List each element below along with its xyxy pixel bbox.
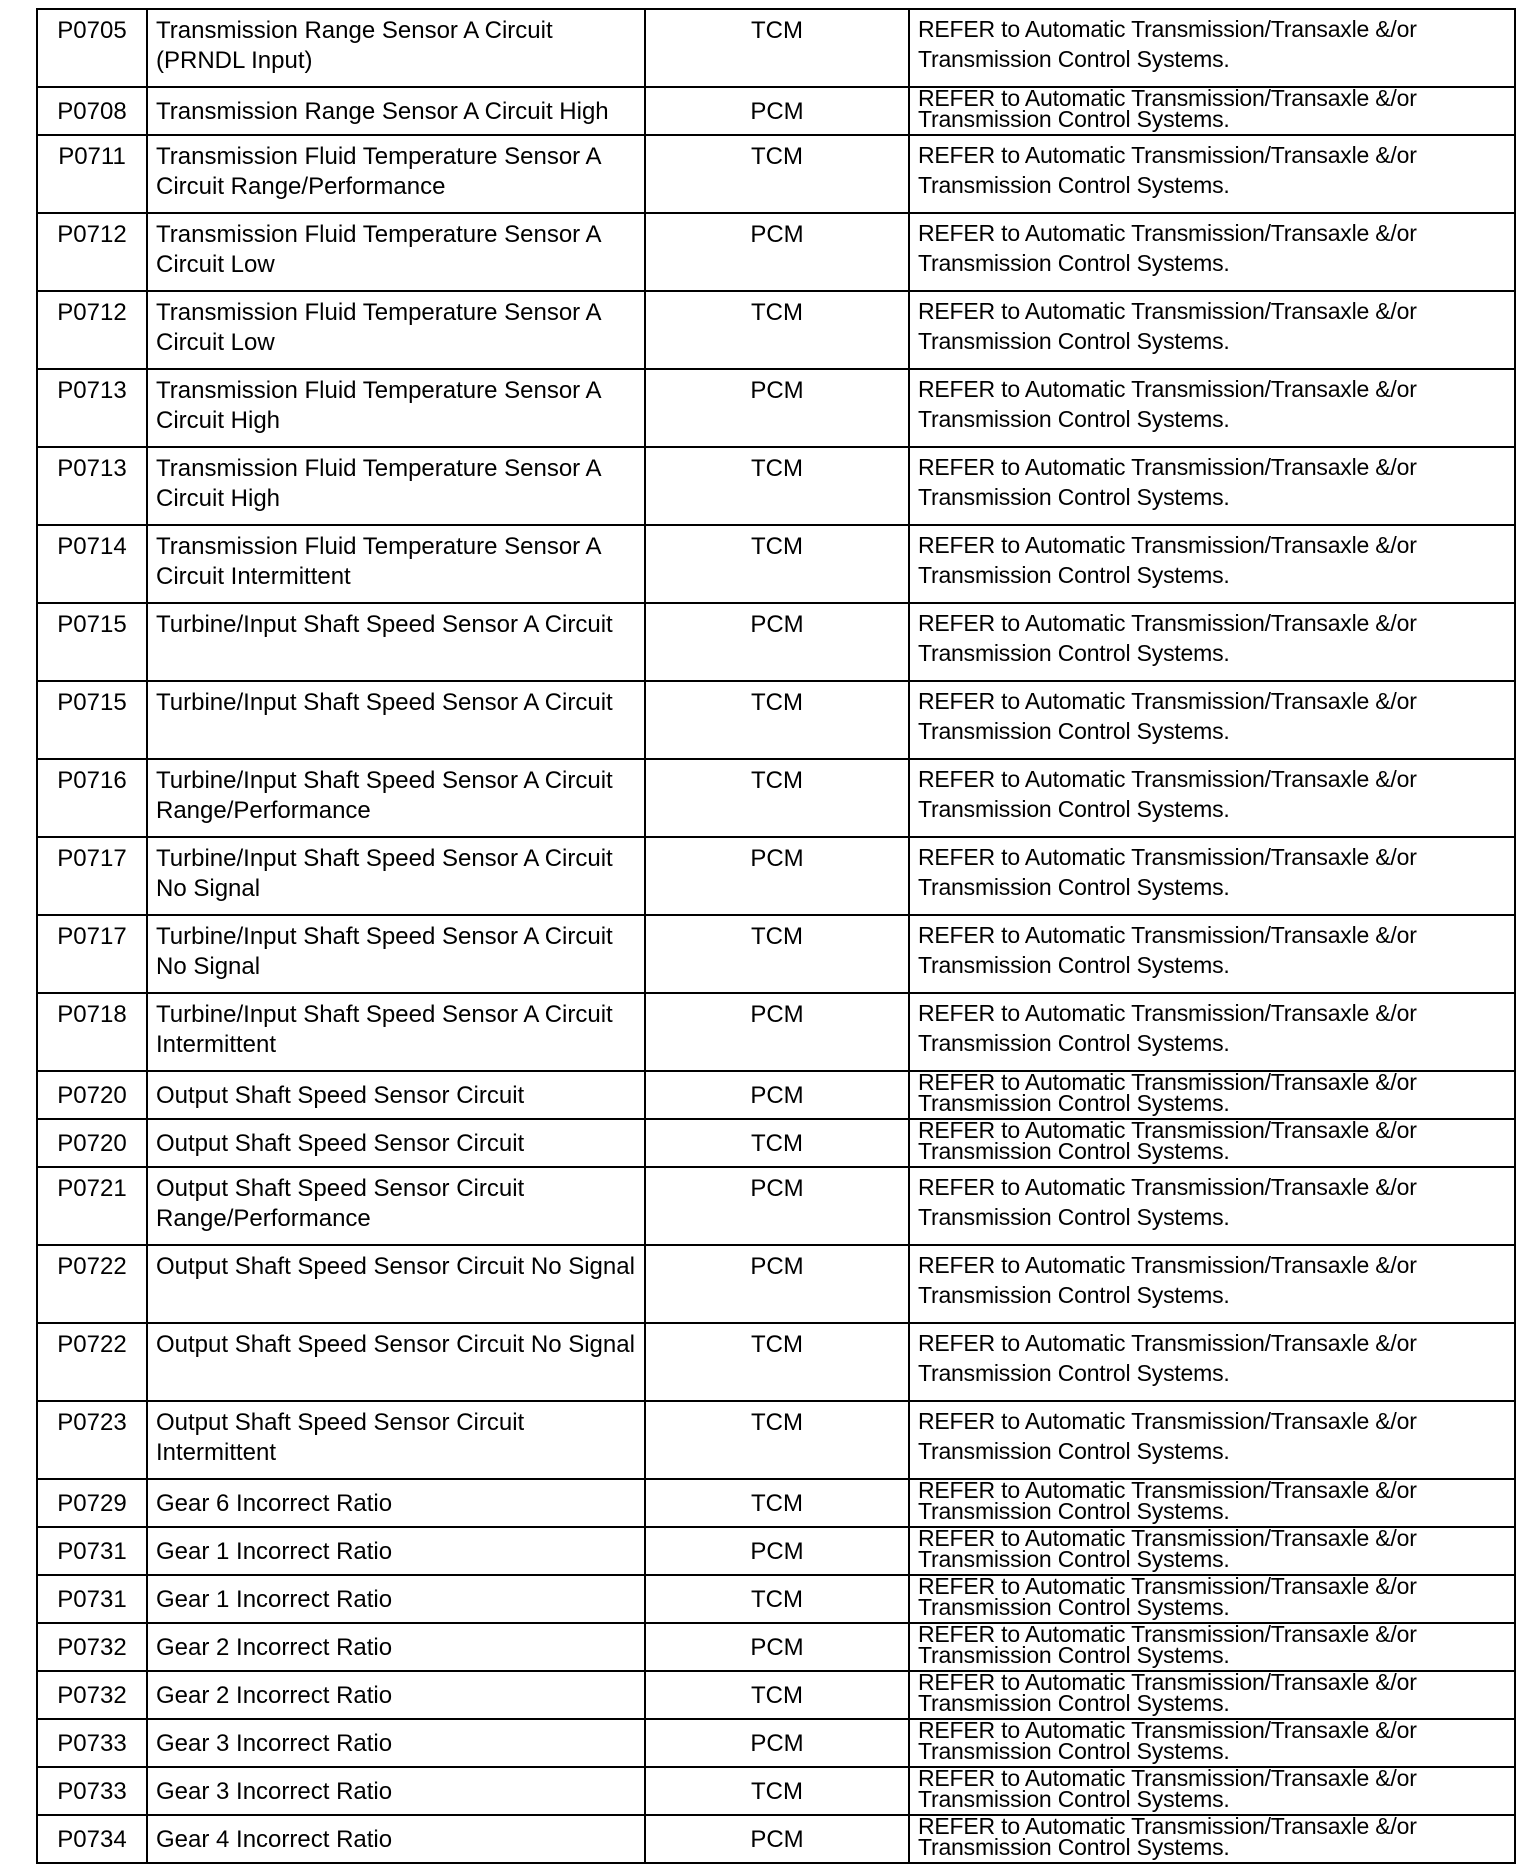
dtc-code-cell — [37, 1575, 147, 1623]
dtc-description: Output Shaft Speed Sensor Circuit Intermittent — [156, 1409, 525, 1466]
action-cell — [909, 213, 1515, 291]
description-cell — [147, 1119, 645, 1167]
table-row — [37, 369, 1515, 447]
module-cell — [645, 135, 909, 213]
action-cell — [909, 135, 1515, 213]
dtc-code-cell — [37, 1071, 147, 1119]
dtc-action: REFER to Automatic Transmission/Transaxle &/or Transmission Control Systems. — [918, 1000, 1417, 1056]
table-row — [37, 993, 1515, 1071]
dtc-code: P0722 — [57, 1253, 127, 1280]
dtc-module: TCM — [751, 1682, 803, 1709]
dtc-module: TCM — [751, 17, 803, 44]
dtc-module: TCM — [751, 455, 803, 482]
dtc-description: Gear 4 Incorrect Ratio — [156, 1826, 393, 1853]
dtc-code-cell — [37, 525, 147, 603]
dtc-module: PCM — [750, 1826, 804, 1853]
dtc-code-cell — [37, 9, 147, 87]
action-cell — [909, 1479, 1515, 1527]
table-row — [37, 1323, 1515, 1401]
dtc-code: P0718 — [57, 1001, 127, 1028]
module-cell — [645, 369, 909, 447]
dtc-action: REFER to Automatic Transmission/Transaxle &/or Transmission Control Systems. — [918, 1623, 1417, 1668]
module-cell — [645, 1623, 909, 1671]
dtc-module: PCM — [750, 611, 804, 638]
module-cell — [645, 603, 909, 681]
table-row — [37, 759, 1515, 837]
dtc-code-cell — [37, 993, 147, 1071]
module-cell — [645, 525, 909, 603]
dtc-description: Transmission Fluid Temperature Sensor A Circuit Intermittent — [156, 533, 601, 590]
action-cell — [909, 915, 1515, 993]
dtc-description: Output Shaft Speed Sensor Circuit No Signal — [156, 1331, 635, 1358]
dtc-module: PCM — [750, 845, 804, 872]
dtc-description: Transmission Fluid Temperature Sensor A Circuit Low — [156, 299, 601, 356]
description-cell — [147, 9, 645, 87]
dtc-code: P0714 — [57, 533, 127, 560]
action-cell — [909, 1323, 1515, 1401]
action-cell — [909, 1245, 1515, 1323]
description-cell — [147, 291, 645, 369]
action-cell — [909, 837, 1515, 915]
dtc-action: REFER to Automatic Transmission/Transaxle &/or Transmission Control Systems. — [918, 1252, 1417, 1308]
dtc-module: PCM — [750, 1175, 804, 1202]
dtc-action: REFER to Automatic Transmission/Transaxle &/or Transmission Control Systems. — [918, 87, 1417, 132]
dtc-description: Gear 6 Incorrect Ratio — [156, 1490, 393, 1517]
module-cell — [645, 1767, 909, 1815]
module-cell — [645, 213, 909, 291]
dtc-action: REFER to Automatic Transmission/Transaxle &/or Transmission Control Systems. — [918, 142, 1417, 198]
dtc-description: Gear 2 Incorrect Ratio — [156, 1682, 393, 1709]
description-cell — [147, 87, 645, 135]
dtc-module: PCM — [750, 98, 804, 125]
dtc-code: P0722 — [57, 1331, 127, 1358]
dtc-module: TCM — [751, 1490, 803, 1517]
action-cell — [909, 447, 1515, 525]
table-row — [37, 1719, 1515, 1767]
dtc-action: REFER to Automatic Transmission/Transaxle &/or Transmission Control Systems. — [918, 1330, 1417, 1386]
dtc-module: TCM — [751, 143, 803, 170]
dtc-code-cell — [37, 87, 147, 135]
description-cell — [147, 1167, 645, 1245]
dtc-action: REFER to Automatic Transmission/Transaxle &/or Transmission Control Systems. — [918, 922, 1417, 978]
dtc-code: P0721 — [57, 1175, 127, 1202]
action-cell — [909, 1071, 1515, 1119]
module-cell — [645, 681, 909, 759]
dtc-code: P0732 — [57, 1682, 127, 1709]
action-cell — [909, 1167, 1515, 1245]
dtc-action: REFER to Automatic Transmission/Transaxle &/or Transmission Control Systems. — [918, 454, 1417, 510]
table-row — [37, 1119, 1515, 1167]
dtc-code: P0723 — [57, 1409, 127, 1436]
action-cell — [909, 759, 1515, 837]
dtc-description: Transmission Range Sensor A Circuit (PRNDL Input) — [156, 17, 553, 74]
dtc-module: PCM — [750, 377, 804, 404]
dtc-code-cell — [37, 213, 147, 291]
dtc-code-cell — [37, 837, 147, 915]
dtc-action: REFER to Automatic Transmission/Transaxle &/or Transmission Control Systems. — [918, 298, 1417, 354]
description-cell — [147, 213, 645, 291]
table-row — [37, 135, 1515, 213]
dtc-description: Turbine/Input Shaft Speed Sensor A Circuit No Signal — [156, 923, 613, 980]
dtc-module: TCM — [751, 923, 803, 950]
description-cell — [147, 1767, 645, 1815]
module-cell — [645, 1071, 909, 1119]
dtc-code: P0713 — [57, 377, 127, 404]
table-row — [37, 1575, 1515, 1623]
description-cell — [147, 1623, 645, 1671]
module-cell — [645, 87, 909, 135]
dtc-code-cell — [37, 369, 147, 447]
table-row — [37, 915, 1515, 993]
dtc-code: P0712 — [57, 299, 127, 326]
description-cell — [147, 1719, 645, 1767]
dtc-module: TCM — [751, 1409, 803, 1436]
description-cell — [147, 603, 645, 681]
description-cell — [147, 759, 645, 837]
dtc-code: P0712 — [57, 221, 127, 248]
dtc-description: Transmission Fluid Temperature Sensor A Circuit Low — [156, 221, 601, 278]
table-row — [37, 1245, 1515, 1323]
table-row — [37, 1479, 1515, 1527]
dtc-code-cell — [37, 1671, 147, 1719]
action-cell — [909, 1401, 1515, 1479]
table-row — [37, 1401, 1515, 1479]
dtc-module: PCM — [750, 1538, 804, 1565]
dtc-module: PCM — [750, 1001, 804, 1028]
module-cell — [645, 1245, 909, 1323]
module-cell — [645, 993, 909, 1071]
description-cell — [147, 681, 645, 759]
description-cell — [147, 1323, 645, 1401]
table-row — [37, 87, 1515, 135]
description-cell — [147, 135, 645, 213]
table-row — [37, 1815, 1515, 1863]
dtc-action: REFER to Automatic Transmission/Transaxle &/or Transmission Control Systems. — [918, 1671, 1417, 1716]
dtc-code: P0717 — [57, 923, 127, 950]
dtc-description: Turbine/Input Shaft Speed Sensor A Circuit Intermittent — [156, 1001, 613, 1058]
description-cell — [147, 1401, 645, 1479]
table-row — [37, 1527, 1515, 1575]
dtc-module: PCM — [750, 221, 804, 248]
dtc-code: P0729 — [57, 1490, 127, 1517]
table-row — [37, 1071, 1515, 1119]
dtc-code-cell — [37, 1401, 147, 1479]
module-cell — [645, 1119, 909, 1167]
module-cell — [645, 1719, 909, 1767]
module-cell — [645, 1401, 909, 1479]
action-cell — [909, 1119, 1515, 1167]
dtc-code-cell — [37, 135, 147, 213]
dtc-description: Output Shaft Speed Sensor Circuit — [156, 1130, 525, 1157]
dtc-code: P0720 — [57, 1082, 127, 1109]
dtc-action: REFER to Automatic Transmission/Transaxle &/or Transmission Control Systems. — [918, 220, 1417, 276]
dtc-action: REFER to Automatic Transmission/Transaxle &/or Transmission Control Systems. — [918, 766, 1417, 822]
dtc-code: P0731 — [57, 1586, 127, 1613]
dtc-module: PCM — [750, 1634, 804, 1661]
action-cell — [909, 681, 1515, 759]
module-cell — [645, 1167, 909, 1245]
table-row — [37, 837, 1515, 915]
dtc-description: Output Shaft Speed Sensor Circuit — [156, 1082, 525, 1109]
dtc-action: REFER to Automatic Transmission/Transaxle &/or Transmission Control Systems. — [918, 1174, 1417, 1230]
dtc-module: TCM — [751, 1586, 803, 1613]
dtc-code: P0733 — [57, 1778, 127, 1805]
action-cell — [909, 87, 1515, 135]
dtc-description: Gear 1 Incorrect Ratio — [156, 1586, 393, 1613]
dtc-module: TCM — [751, 1778, 803, 1805]
dtc-code: P0717 — [57, 845, 127, 872]
dtc-description: Transmission Fluid Temperature Sensor A Circuit Range/Performance — [156, 143, 601, 200]
dtc-code-cell — [37, 1119, 147, 1167]
dtc-code: P0713 — [57, 455, 127, 482]
dtc-code-cell — [37, 447, 147, 525]
module-cell — [645, 447, 909, 525]
action-cell — [909, 1671, 1515, 1719]
description-cell — [147, 1671, 645, 1719]
module-cell — [645, 1479, 909, 1527]
module-cell — [645, 759, 909, 837]
dtc-action: REFER to Automatic Transmission/Transaxle &/or Transmission Control Systems. — [918, 1479, 1417, 1524]
dtc-code-cell — [37, 1815, 147, 1863]
table-row — [37, 1671, 1515, 1719]
dtc-code-cell — [37, 603, 147, 681]
table-row — [37, 1623, 1515, 1671]
dtc-code: P0711 — [58, 143, 126, 170]
dtc-description: Turbine/Input Shaft Speed Sensor A Circuit Range/Performance — [156, 767, 613, 824]
action-cell — [909, 1719, 1515, 1767]
action-cell — [909, 993, 1515, 1071]
action-cell — [909, 9, 1515, 87]
dtc-action: REFER to Automatic Transmission/Transaxle &/or Transmission Control Systems. — [918, 610, 1417, 666]
description-cell — [147, 1527, 645, 1575]
dtc-description: Turbine/Input Shaft Speed Sensor A Circuit No Signal — [156, 845, 613, 902]
dtc-action: REFER to Automatic Transmission/Transaxle &/or Transmission Control Systems. — [918, 532, 1417, 588]
dtc-action: REFER to Automatic Transmission/Transaxle &/or Transmission Control Systems. — [918, 376, 1417, 432]
description-cell — [147, 915, 645, 993]
dtc-module: TCM — [751, 689, 803, 716]
action-cell — [909, 603, 1515, 681]
action-cell — [909, 291, 1515, 369]
dtc-description: Gear 1 Incorrect Ratio — [156, 1538, 393, 1565]
dtc-action: REFER to Automatic Transmission/Transaxle &/or Transmission Control Systems. — [918, 1575, 1417, 1620]
dtc-code: P0732 — [57, 1634, 127, 1661]
description-cell — [147, 1575, 645, 1623]
dtc-action: REFER to Automatic Transmission/Transaxle &/or Transmission Control Systems. — [918, 688, 1417, 744]
description-cell — [147, 837, 645, 915]
dtc-code-cell — [37, 1767, 147, 1815]
table-row — [37, 291, 1515, 369]
dtc-code-cell — [37, 1245, 147, 1323]
description-cell — [147, 525, 645, 603]
dtc-description: Output Shaft Speed Sensor Circuit Range/Performance — [156, 1175, 525, 1232]
module-cell — [645, 915, 909, 993]
dtc-code-cell — [37, 915, 147, 993]
module-cell — [645, 291, 909, 369]
dtc-description: Gear 3 Incorrect Ratio — [156, 1730, 393, 1757]
dtc-code-cell — [37, 1719, 147, 1767]
description-cell — [147, 1479, 645, 1527]
dtc-table-body — [37, 9, 1515, 1863]
action-cell — [909, 1815, 1515, 1863]
dtc-action: REFER to Automatic Transmission/Transaxle &/or Transmission Control Systems. — [918, 1119, 1417, 1164]
dtc-module: PCM — [750, 1730, 804, 1757]
dtc-code-cell — [37, 1527, 147, 1575]
dtc-module: TCM — [751, 1331, 803, 1358]
module-cell — [645, 1527, 909, 1575]
table-row — [37, 9, 1515, 87]
dtc-code-cell — [37, 1479, 147, 1527]
description-cell — [147, 1245, 645, 1323]
dtc-module: PCM — [750, 1082, 804, 1109]
dtc-code-cell — [37, 1167, 147, 1245]
dtc-description: Gear 2 Incorrect Ratio — [156, 1634, 393, 1661]
dtc-description: Transmission Range Sensor A Circuit High — [156, 98, 609, 125]
table-row — [37, 1167, 1515, 1245]
dtc-action: REFER to Automatic Transmission/Transaxle &/or Transmission Control Systems. — [918, 1767, 1417, 1812]
description-cell — [147, 1071, 645, 1119]
table-row — [37, 603, 1515, 681]
table-row — [37, 213, 1515, 291]
dtc-action: REFER to Automatic Transmission/Transaxle &/or Transmission Control Systems. — [918, 1527, 1417, 1572]
dtc-module: TCM — [751, 1130, 803, 1157]
dtc-description: Turbine/Input Shaft Speed Sensor A Circuit — [156, 689, 613, 716]
dtc-code-cell — [37, 759, 147, 837]
action-cell — [909, 369, 1515, 447]
table-row — [37, 681, 1515, 759]
dtc-module: TCM — [751, 533, 803, 560]
dtc-code: P0731 — [57, 1538, 127, 1565]
action-cell — [909, 1527, 1515, 1575]
dtc-table — [36, 8, 1516, 1864]
action-cell — [909, 1575, 1515, 1623]
module-cell — [645, 1671, 909, 1719]
dtc-code: P0733 — [57, 1730, 127, 1757]
dtc-code-cell — [37, 681, 147, 759]
dtc-action: REFER to Automatic Transmission/Transaxle &/or Transmission Control Systems. — [918, 16, 1417, 72]
description-cell — [147, 1815, 645, 1863]
table-row — [37, 447, 1515, 525]
dtc-description: Output Shaft Speed Sensor Circuit No Signal — [156, 1253, 635, 1280]
dtc-action: REFER to Automatic Transmission/Transaxle &/or Transmission Control Systems. — [918, 1815, 1417, 1860]
dtc-description: Transmission Fluid Temperature Sensor A Circuit High — [156, 455, 601, 512]
dtc-code: P0720 — [57, 1130, 127, 1157]
action-cell — [909, 1623, 1515, 1671]
dtc-code-cell — [37, 1623, 147, 1671]
action-cell — [909, 525, 1515, 603]
dtc-code: P0716 — [57, 767, 127, 794]
dtc-code: P0715 — [57, 611, 127, 638]
dtc-code: P0715 — [57, 689, 127, 716]
dtc-code: P0734 — [57, 1826, 127, 1853]
module-cell — [645, 837, 909, 915]
dtc-action: REFER to Automatic Transmission/Transaxle &/or Transmission Control Systems. — [918, 1071, 1417, 1116]
description-cell — [147, 447, 645, 525]
module-cell — [645, 1815, 909, 1863]
dtc-code: P0705 — [57, 17, 127, 44]
dtc-code-cell — [37, 1323, 147, 1401]
dtc-module: PCM — [750, 1253, 804, 1280]
dtc-description: Turbine/Input Shaft Speed Sensor A Circuit — [156, 611, 613, 638]
table-row — [37, 525, 1515, 603]
dtc-action: REFER to Automatic Transmission/Transaxle &/or Transmission Control Systems. — [918, 1719, 1417, 1764]
description-cell — [147, 369, 645, 447]
table-row — [37, 1767, 1515, 1815]
module-cell — [645, 1323, 909, 1401]
description-cell — [147, 993, 645, 1071]
module-cell — [645, 1575, 909, 1623]
module-cell — [645, 9, 909, 87]
dtc-description: Gear 3 Incorrect Ratio — [156, 1778, 393, 1805]
dtc-action: REFER to Automatic Transmission/Transaxle &/or Transmission Control Systems. — [918, 844, 1417, 900]
action-cell — [909, 1767, 1515, 1815]
dtc-module: TCM — [751, 767, 803, 794]
dtc-code: P0708 — [57, 98, 127, 125]
dtc-code-cell — [37, 291, 147, 369]
dtc-description: Transmission Fluid Temperature Sensor A Circuit High — [156, 377, 601, 434]
dtc-action: REFER to Automatic Transmission/Transaxle &/or Transmission Control Systems. — [918, 1408, 1417, 1464]
dtc-module: TCM — [751, 299, 803, 326]
